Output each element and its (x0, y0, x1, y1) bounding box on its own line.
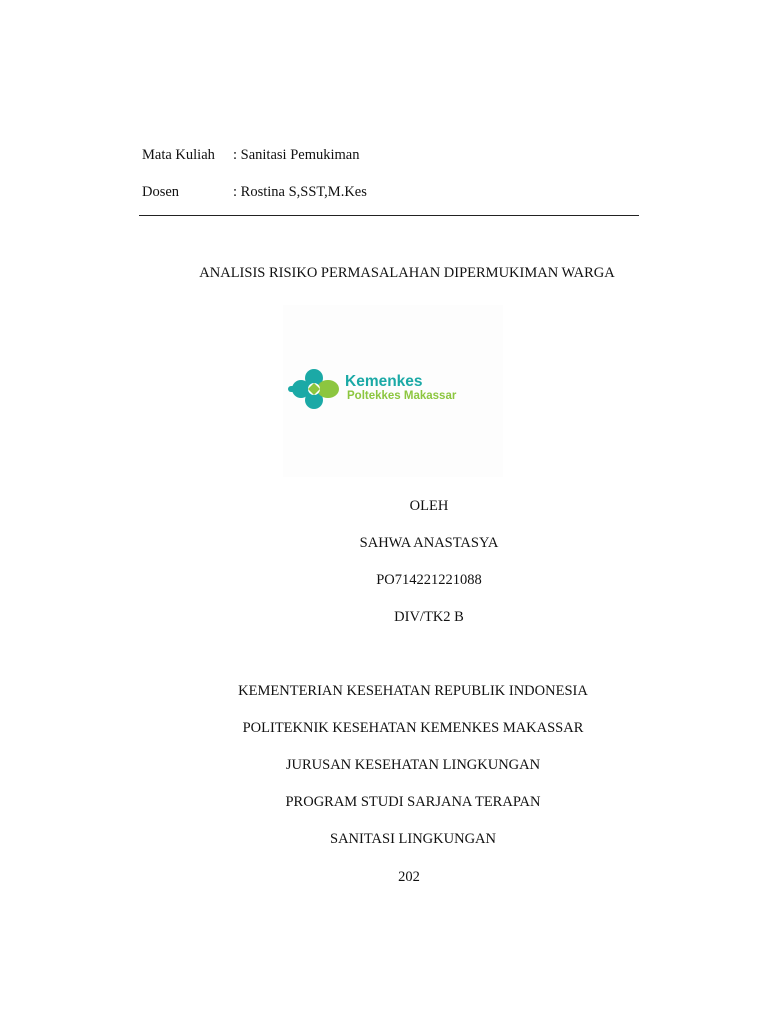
logo-sub-text: Poltekkes Makassar (347, 390, 457, 402)
course-label: Mata Kuliah (142, 147, 215, 163)
ministry-name: KEMENTERIAN KESEHATAN REPUBLIK INDONESIA (238, 683, 588, 699)
major-name: SANITASI LINGKUNGAN (330, 831, 496, 847)
student-id: PO714221221088 (376, 572, 482, 588)
author-name: SAHWA ANASTASYA (359, 535, 499, 551)
course-value: : Sanitasi Pemukiman (233, 147, 360, 163)
lecturer-label: Dosen (142, 184, 180, 200)
program-name: PROGRAM STUDI SARJANA TERAPAN (285, 794, 541, 810)
polytechnic-name: POLITEKNIK KESEHATAN KEMENKES MAKASSAR (242, 720, 584, 736)
document-title: ANALISIS RISIKO PERMASALAHAN DIPERMUKIMAN WARGA (199, 265, 615, 281)
year-label: 202 (398, 869, 420, 885)
by-label: OLEH (409, 498, 449, 514)
class-label: DIV/TK2 B (394, 609, 464, 625)
department-name: JURUSAN KESEHATAN LINGKUNGAN (285, 757, 541, 773)
institution-logo (283, 305, 503, 477)
header-divider (139, 215, 639, 216)
logo-main-text: Kemenkes (345, 373, 423, 390)
kemenkes-cross-icon (288, 367, 340, 411)
lecturer-value: : Rostina S,SST,M.Kes (233, 184, 367, 200)
